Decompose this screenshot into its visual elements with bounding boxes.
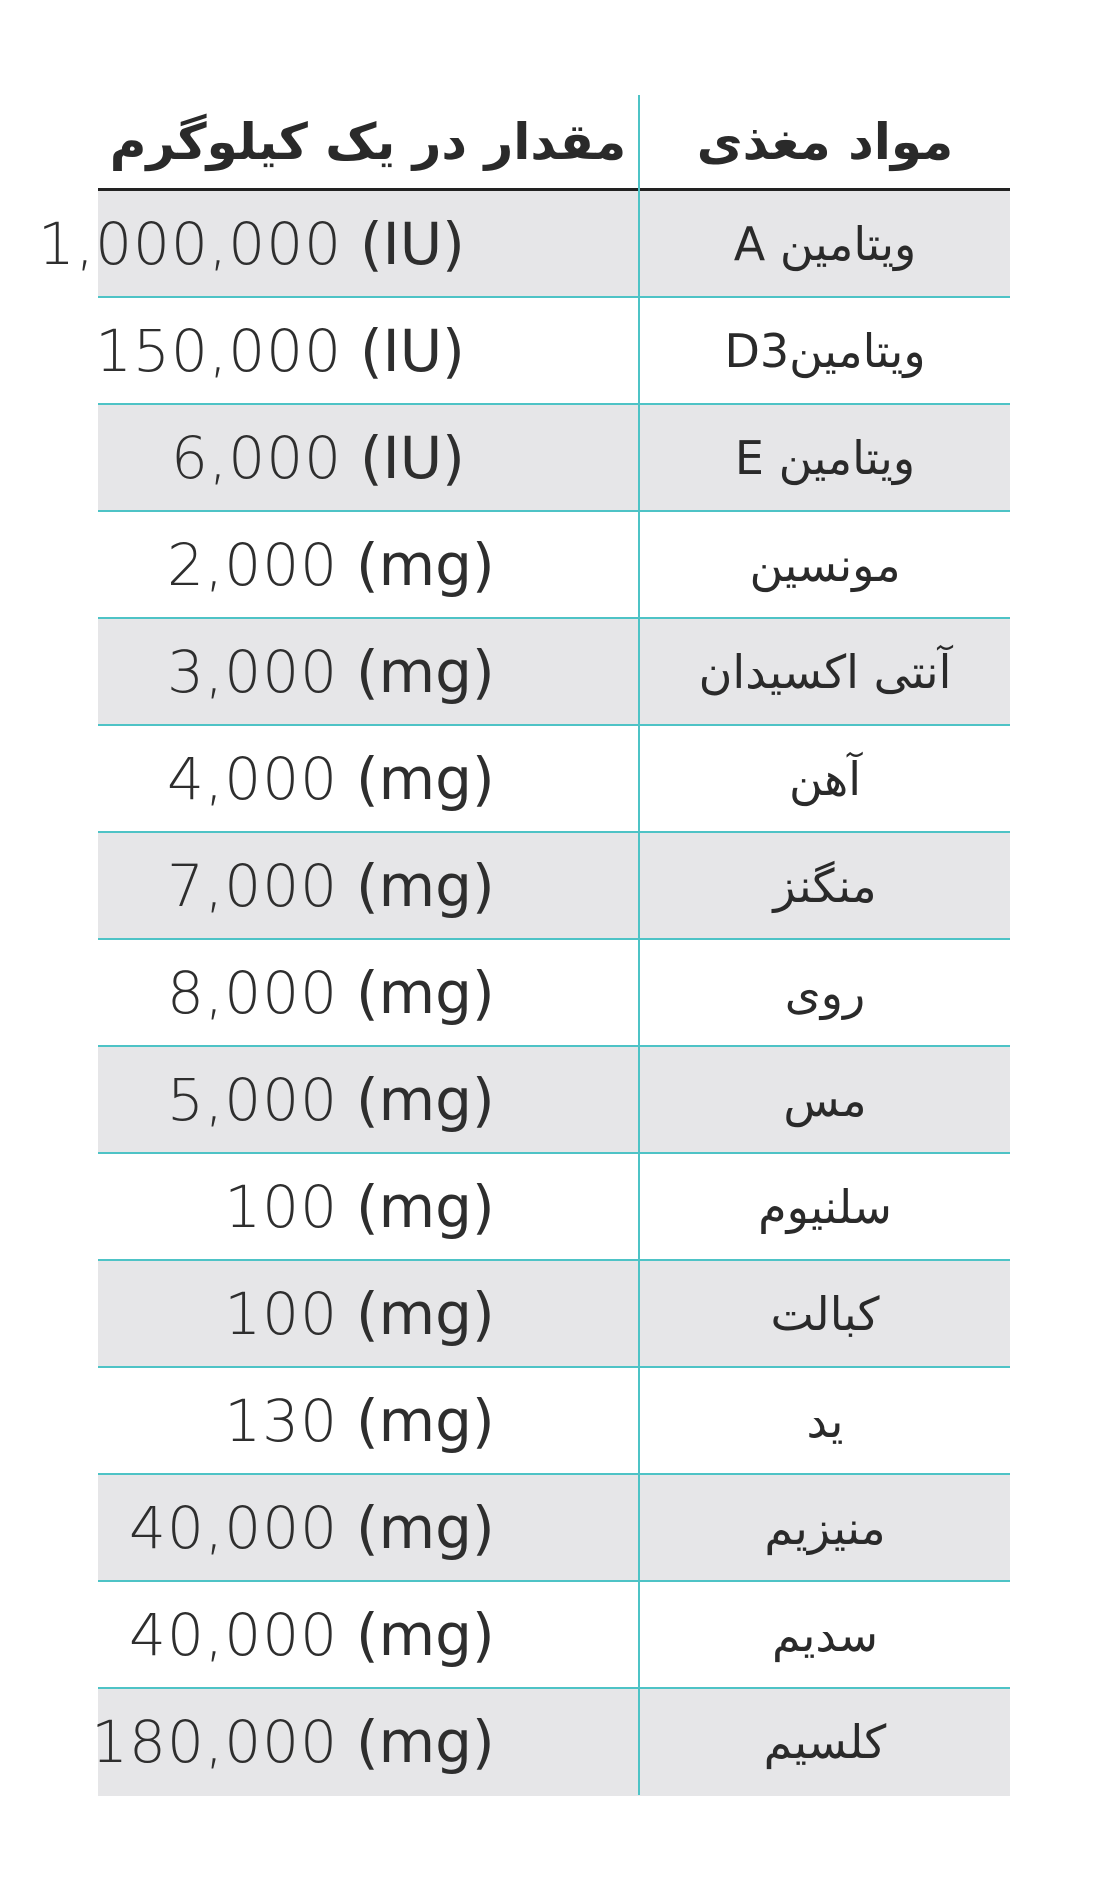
nutrient-name: ویتامین A [733, 216, 917, 271]
table-row [95, 298, 1010, 405]
quantity-value: 3,000 [166, 637, 338, 706]
quantity-value: 6,000 [170, 423, 342, 492]
quantity-value: 2,000 [166, 530, 338, 599]
unit-label: (mg) [356, 530, 495, 599]
table-row [98, 1154, 1010, 1261]
table-row [98, 940, 1010, 1047]
table-row [98, 512, 1010, 619]
nutrient-name: آنتی اکسیدان [698, 644, 952, 699]
nutrient-name: کبالت [770, 1286, 880, 1341]
nutrient-name: مس [783, 1072, 867, 1127]
unit-label: (IU) [360, 423, 465, 492]
unit-label: (mg) [356, 1707, 495, 1776]
unit-label: (mg) [356, 744, 495, 813]
table-row [98, 1047, 1010, 1154]
unit-label: (mg) [356, 1600, 495, 1669]
quantity-value: 130 [224, 1386, 338, 1455]
table-row [98, 1582, 1010, 1689]
unit-label: (IU) [360, 316, 465, 385]
unit-label: (mg) [356, 1279, 495, 1348]
quantity-value: 8,000 [166, 958, 338, 1027]
column-divider [638, 95, 640, 1795]
table-row [91, 1689, 1010, 1796]
table-body [37, 191, 1010, 1796]
nutrient-name: ید [806, 1393, 844, 1448]
table-row [98, 833, 1010, 940]
nutrient-name: سلنیوم [758, 1179, 892, 1234]
header-quantity: مقدار در یک کیلوگرم [109, 112, 627, 171]
table-header [98, 95, 1010, 191]
quantity-value: 150,000 [95, 316, 342, 385]
unit-label: (mg) [356, 958, 495, 1027]
quantity-value: 4,000 [166, 744, 338, 813]
nutrient-name: کلسیم [763, 1714, 887, 1769]
quantity-value: 40,000 [129, 1493, 338, 1562]
nutrient-name: سدیم [771, 1607, 879, 1662]
table-row [98, 1368, 1010, 1475]
nutrient-table [37, 95, 1010, 1796]
nutrient-name: آهن [788, 751, 862, 806]
quantity-value: 100 [224, 1172, 338, 1241]
nutrient-name: ویتامین E [734, 430, 916, 485]
nutrient-name: ویتامینD3 [724, 323, 926, 378]
table-row [98, 726, 1010, 833]
table-row [37, 191, 1010, 298]
unit-label: (mg) [356, 1065, 495, 1134]
quantity-value: 7,000 [166, 851, 338, 920]
unit-label: (mg) [356, 637, 495, 706]
nutrient-name: منگنز [773, 858, 877, 913]
quantity-value: 1,000,000 [37, 209, 342, 278]
header-nutrient: مواد مغذی [696, 112, 954, 171]
quantity-value: 40,000 [129, 1600, 338, 1669]
table-row [98, 405, 1010, 512]
quantity-value: 100 [224, 1279, 338, 1348]
unit-label: (mg) [356, 1386, 495, 1455]
table-row [98, 1261, 1010, 1368]
nutrient-name: مونسین [749, 537, 901, 592]
unit-label: (IU) [360, 209, 465, 278]
table-row [98, 619, 1010, 726]
quantity-value: 5,000 [166, 1065, 338, 1134]
unit-label: (mg) [356, 1172, 495, 1241]
table-row [98, 1475, 1010, 1582]
nutrient-name: روی [784, 965, 866, 1020]
unit-label: (mg) [356, 1493, 495, 1562]
quantity-value: 180,000 [91, 1707, 338, 1776]
unit-label: (mg) [356, 851, 495, 920]
nutrient-name: منیزیم [764, 1500, 886, 1555]
